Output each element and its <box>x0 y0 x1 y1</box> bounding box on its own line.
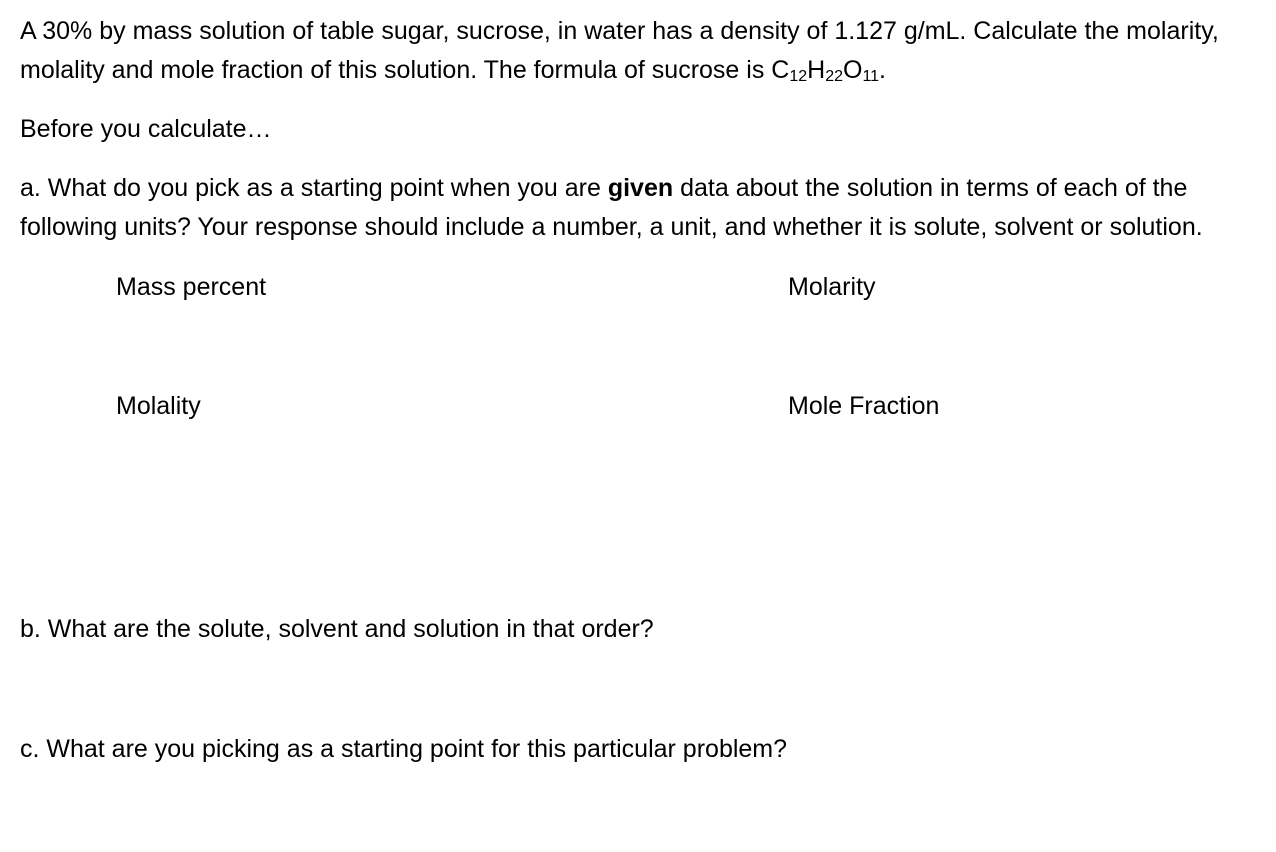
unit-molarity: Molarity <box>788 273 876 301</box>
document-page <box>20 12 1260 763</box>
hydrogen-subscript: 22 <box>825 68 843 85</box>
units-grid <box>20 268 1260 568</box>
question-a-text-1: a. What do you pick as a starting point when you are <box>20 174 608 202</box>
carbon-subscript: 12 <box>789 68 808 85</box>
question-a <box>20 169 1260 247</box>
problem-text: A 30% by mass solution of table sugar, sucrose, in water has a density of 1.127 g/mL. Calculate the molarity, molality and mole fraction of this solution. The formula of sucrose is C <box>20 17 1219 84</box>
problem-statement <box>20 12 1260 90</box>
question-c: c. What are you picking as a starting point for this particular problem? <box>20 735 788 763</box>
unit-molality: Molality <box>116 392 201 420</box>
question-a-bold: given <box>607 174 674 202</box>
oxygen-symbol: O <box>842 56 863 84</box>
problem-end: . <box>879 56 886 84</box>
unit-mole-fraction: Mole Fraction <box>788 392 940 420</box>
hydrogen-symbol: H <box>807 56 826 84</box>
unit-mass-percent: Mass percent <box>116 273 267 301</box>
question-a-text-2: data about the solution in terms of each of the following units? Your response should include a number, a unit, and whether it is solute, solvent or solution. <box>20 174 1203 241</box>
question-b: b. What are the solute, solvent and solution in that order? <box>20 615 654 643</box>
before-label: Before you calculate… <box>20 115 272 143</box>
oxygen-subscript: 11 <box>862 68 880 85</box>
